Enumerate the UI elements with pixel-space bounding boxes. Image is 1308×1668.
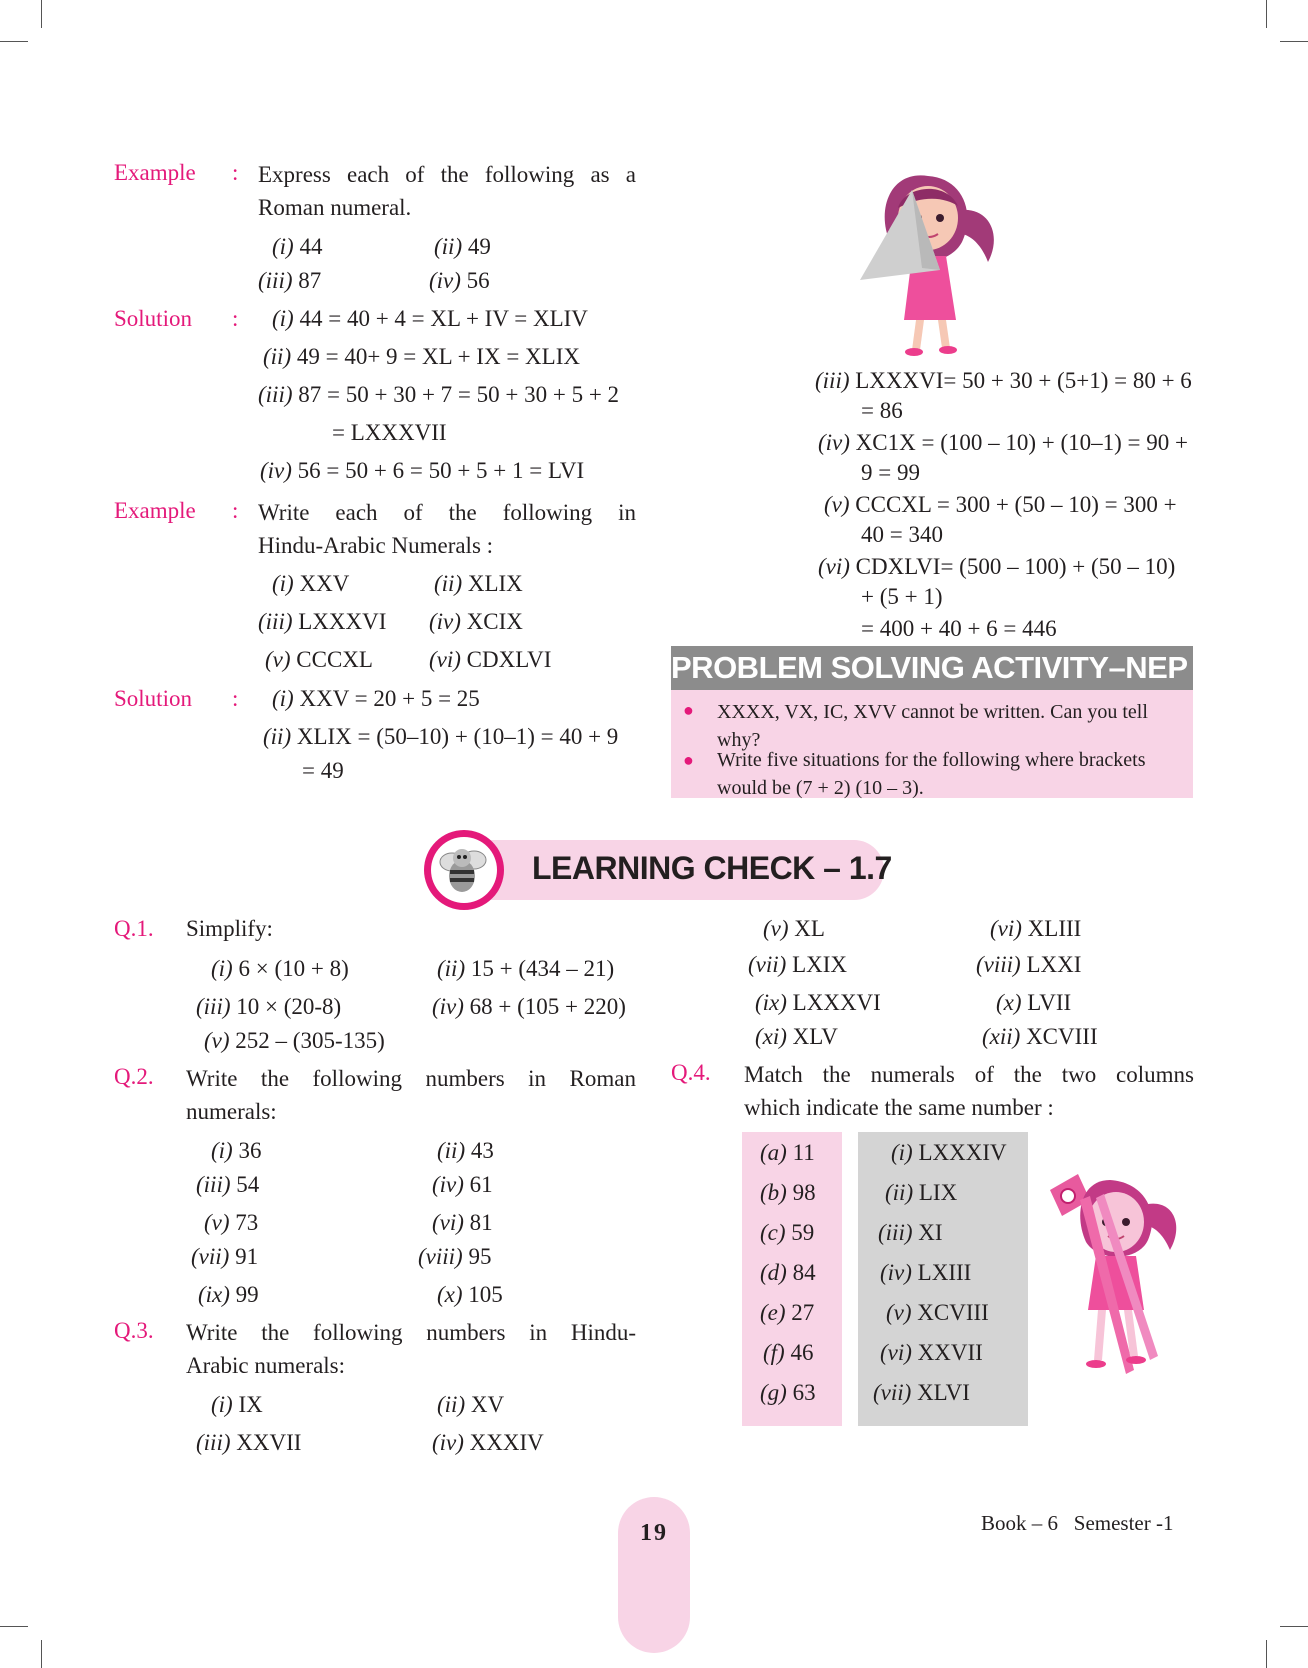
solution-label: Solution	[114, 686, 192, 711]
solution-label: Solution	[114, 306, 192, 331]
match-left-item: (c) 59	[760, 1220, 815, 1245]
activity-bullet: Write five situations for the following where brackets would be (7 + 2) (10 – 3).	[717, 749, 1146, 799]
solution-line: (v) CCCXL = 300 + (50 – 10) = 300 +	[824, 492, 1177, 517]
question-label: Q.3.	[114, 1318, 154, 1343]
question-label: Q.4.	[671, 1060, 711, 1085]
solution-line: = 400 + 40 + 6 = 446	[861, 616, 1057, 641]
question-text: Arabic numerals:	[186, 1353, 346, 1378]
question-part: (i) 6 × (10 + 8)	[211, 956, 349, 981]
example-part: (ii) 49	[434, 234, 491, 259]
question-text: Match the numerals of the two columns	[744, 1062, 1194, 1087]
question-part: (iii) 54	[196, 1172, 260, 1197]
question-part: (viii) LXXI	[976, 952, 1082, 977]
question-part: (xi) XLV	[755, 1024, 838, 1049]
crop-mark	[0, 41, 28, 42]
crop-mark	[41, 1640, 42, 1668]
solution-line: (iii) 87 = 50 + 30 + 7 = 50 + 30 + 5 + 2	[258, 382, 620, 407]
example-colon: :	[232, 498, 239, 523]
example-part: (v) CCCXL	[265, 647, 373, 672]
solution-colon: :	[232, 306, 239, 331]
question-text: Write the following numbers in Roman	[186, 1066, 636, 1091]
question-text: Simplify:	[186, 916, 273, 941]
example-label: Example	[114, 498, 196, 523]
solution-line: 9 = 99	[861, 460, 920, 485]
question-part: (vii) LXIX	[748, 952, 847, 977]
question-text: which indicate the same number :	[744, 1095, 1054, 1120]
activity-title: PROBLEM SOLVING ACTIVITY–NEP 2020	[671, 646, 1193, 690]
crop-mark	[1266, 0, 1267, 28]
match-left-item: (g) 63	[760, 1380, 816, 1405]
solution-colon: :	[232, 686, 239, 711]
crop-mark	[1280, 41, 1308, 42]
example-part: (iv) 56	[429, 268, 490, 293]
crop-mark	[0, 1626, 28, 1627]
example-part: (iii) LXXXVI	[258, 609, 387, 634]
question-part: (v) 252 – (305-135)	[204, 1028, 385, 1053]
solution-line: (i) XXV = 20 + 5 = 25	[272, 686, 480, 711]
solution-line: (iii) LXXXVI= 50 + 30 + (5+1) = 80 + 6	[815, 368, 1192, 393]
match-right-item: (ii) LIX	[885, 1180, 958, 1205]
question-part: (i) 36	[211, 1138, 262, 1163]
question-text: Write the following numbers in Hindu-	[186, 1320, 636, 1345]
example-colon: :	[232, 160, 239, 185]
solution-line: (ii) 49 = 40+ 9 = XL + IX = XLIX	[263, 344, 580, 369]
match-right-item: (iv) LXIII	[880, 1260, 972, 1285]
solution-line: = 49	[302, 758, 344, 783]
question-part: (ix) LXXXVI	[755, 990, 881, 1015]
match-right-item: (v) XCVIII	[886, 1300, 989, 1325]
example-text: Hindu-Arabic Numerals :	[258, 533, 494, 558]
bullet-dot: ●	[683, 750, 694, 770]
match-right-item: (vi) XXVII	[880, 1340, 983, 1365]
match-right-item: (i) LXXXIV	[891, 1140, 1007, 1165]
solution-line: (iv) 56 = 50 + 6 = 50 + 5 + 1 = LVI	[260, 458, 585, 483]
example-part: (vi) CDXLVI	[429, 647, 552, 672]
question-part: (i) IX	[211, 1392, 263, 1417]
question-part: (iv) 61	[432, 1172, 493, 1197]
question-part: (x) LVII	[996, 990, 1072, 1015]
question-part: (viii) 95	[418, 1244, 492, 1269]
example-text: Express each of the following as a	[258, 162, 636, 187]
question-label: Q.1.	[114, 916, 154, 941]
crop-mark	[1280, 1626, 1308, 1627]
solution-line: = LXXXVII	[332, 420, 447, 445]
question-part: (iii) XXVII	[196, 1430, 302, 1455]
activity-bullet: XXXX, VX, IC, XVV cannot be written. Can you tell why?	[717, 701, 1148, 751]
question-part: (iv) XXXIV	[432, 1430, 544, 1455]
question-part: (x) 105	[437, 1282, 503, 1307]
match-right-item: (iii) XI	[878, 1220, 943, 1245]
example-part: (iv) XCIX	[429, 609, 523, 634]
match-left-item: (d) 84	[760, 1260, 816, 1285]
question-part: (ix) 99	[198, 1282, 259, 1307]
solution-line: 40 = 340	[861, 522, 943, 547]
girl-compass-illustration	[1040, 1160, 1190, 1392]
learning-check-title: LEARNING CHECK – 1.7	[532, 850, 892, 886]
book-label: Book – 6 Semester -1	[981, 1511, 1174, 1535]
solution-line: (vi) CDXLVI= (500 – 100) + (50 – 10)	[818, 554, 1176, 579]
match-left-item: (e) 27	[760, 1300, 815, 1325]
bullet-dot: ●	[683, 700, 694, 720]
question-part: (ii) 43	[437, 1138, 494, 1163]
solution-line: = 86	[861, 398, 903, 423]
bee-icon	[424, 830, 504, 910]
question-part: (xii) XCVIII	[982, 1024, 1098, 1049]
example-part: (iii) 87	[258, 268, 322, 293]
example-label: Example	[114, 160, 196, 185]
match-left-item: (f) 46	[763, 1340, 814, 1365]
question-part: (vii) 91	[191, 1244, 259, 1269]
example-text: Roman numeral.	[258, 195, 412, 220]
example-part: (ii) XLIX	[434, 571, 523, 596]
question-text: numerals:	[186, 1099, 277, 1124]
question-part: (vi) XLIII	[990, 916, 1082, 941]
crop-mark	[41, 0, 42, 28]
question-part: (ii) 15 + (434 – 21)	[437, 956, 615, 981]
crop-mark	[1266, 1640, 1267, 1668]
example-part: (i) XXV	[272, 571, 350, 596]
page-number: 19	[640, 1520, 668, 1546]
question-part: (iv) 68 + (105 + 220)	[432, 994, 626, 1019]
match-right-item: (vii) XLVI	[873, 1380, 970, 1405]
question-part: (vi) 81	[432, 1210, 493, 1235]
question-part: (v) 73	[204, 1210, 259, 1235]
question-part: (v) XL	[763, 916, 825, 941]
example-text: Write each of the following in	[258, 500, 636, 525]
question-part: (ii) XV	[437, 1392, 505, 1417]
solution-line: (i) 44 = 40 + 4 = XL + IV = XLIV	[272, 306, 588, 331]
question-label: Q.2.	[114, 1064, 154, 1089]
solution-line: (iv) XC1X = (100 – 10) + (10–1) = 90 +	[818, 430, 1189, 455]
girl-triangle-illustration	[850, 150, 1020, 360]
question-part: (iii) 10 × (20-8)	[196, 994, 342, 1019]
match-left-item: (a) 11	[760, 1140, 815, 1165]
match-left-item: (b) 98	[760, 1180, 816, 1205]
solution-line: (ii) XLIX = (50–10) + (10–1) = 40 + 9	[263, 724, 619, 749]
example-part: (i) 44	[272, 234, 323, 259]
solution-line: + (5 + 1)	[861, 584, 943, 609]
